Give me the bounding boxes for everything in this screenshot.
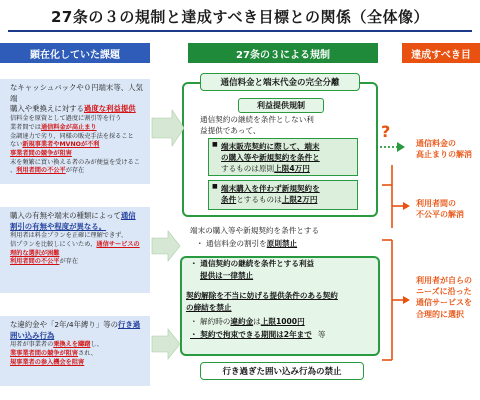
issue2-line1-a: 購入の有無や端末の種類によって xyxy=(10,211,121,220)
issue1-line4-a: 業者間では xyxy=(10,123,41,131)
arrow-issue2 xyxy=(152,231,180,261)
issue1-line2-a: 購入や乗換えに対する xyxy=(10,104,84,114)
benefit-regulation-title: 利益提供規制 xyxy=(238,98,324,113)
goal2-line1: 利用者間の xyxy=(416,199,456,208)
question-mark: ? xyxy=(381,122,391,141)
benefit-regulation-desc-1: 通信契約の継続を条件としない利 xyxy=(200,115,314,124)
issue1-line8: 末を頻繁に買い換える者のみが便益を受けるこ xyxy=(10,158,140,166)
arrow-to-goal2-head xyxy=(403,202,410,210)
penalty-cap-c: は xyxy=(253,317,261,326)
penalty-cap-1000: 上限1000円 xyxy=(260,317,305,326)
issue3-line4-a: 業事業者間の競争が阻害 xyxy=(10,350,79,358)
no-device-cap-20k: 上限2万円 xyxy=(281,195,318,204)
issue1-line6-b: 新規事業者やMVNOが不利 xyxy=(22,141,100,149)
no-device-line2-a: 条件 xyxy=(221,195,237,204)
cancellation-ban-line2: の締結を禁止 xyxy=(186,303,232,312)
penalty-cap-b: 違約金 xyxy=(230,317,254,326)
issue3-line1-b: 行き過 xyxy=(117,320,141,329)
issue2-line2: 割引の有無や程度が異なる。 xyxy=(10,221,107,231)
header-issues: 顕在化していた課題 xyxy=(0,43,150,63)
issue1-line9-c: が存在 xyxy=(65,167,85,175)
arrow-issue3 xyxy=(152,329,180,359)
goal-rational-choice xyxy=(416,275,472,320)
issue2-line6-b: が存在 xyxy=(59,258,79,266)
issue2-line6-a: 利用者間の不公平 xyxy=(10,258,60,266)
goal-price-reduction xyxy=(416,138,472,160)
device-sale-cap-40k: 上限4万円 xyxy=(274,164,310,173)
goal1-line2: 高止まりの解消 xyxy=(416,150,472,160)
issue3-line1-a: な違約金や「2年/4年縛り」等の xyxy=(10,320,118,329)
goal3-line3: 通信サービスを xyxy=(416,298,472,308)
binding-period-etc: 等 xyxy=(317,330,326,339)
arrow-to-goal3-head xyxy=(403,296,410,304)
issue1-line2-b: 過度な利益提供 xyxy=(83,104,136,114)
device-sale-line3-a: するものは原則 xyxy=(221,164,275,173)
header-regulations: 27条の３による規制 xyxy=(188,43,378,63)
issue1-line7: 事業者間の競争が阻害 xyxy=(10,149,72,157)
issue3-line5: 規事業者の参入機会を阻害 xyxy=(10,358,85,366)
issue1-line5: 金調達力で劣り、同様の販売手法を採ること xyxy=(10,132,134,140)
cancellation-ban-line1: 契約解除を不当に妨げる提供条件のある契約 xyxy=(186,291,338,300)
issue1-line4-b: 通信料金が高止まり xyxy=(40,123,97,131)
goal2-line2: 不公平の解消 xyxy=(416,210,464,220)
arrow-to-goal1-head xyxy=(397,142,405,152)
issue1-line3: 信料金を原資として過度に割引等を行う xyxy=(10,115,122,123)
header-goals: 達成すべき目 xyxy=(402,43,480,63)
binding-period-2y: 2年まで xyxy=(283,330,312,339)
device-sale-line2: の購入等や新規契約を条件と xyxy=(221,153,320,162)
excessive-lock-in-ban-pill: 行き過ぎた囲い込み行為の禁止 xyxy=(200,362,364,380)
full-separation-pill: 通信料金と端末代金の完全分離 xyxy=(200,73,360,91)
goal3-line2: ニーズに沿った xyxy=(416,287,472,297)
discount-ban-b: 原則禁止 xyxy=(266,239,298,248)
goal1-line1: 通信料金の xyxy=(416,139,456,148)
issue1-line6-a: ない xyxy=(10,141,23,149)
issue3-line3-b: 乗換えを躊躇 xyxy=(53,341,91,349)
discount-ban-a: ・ 通信料金の割引を xyxy=(196,239,267,248)
device-condition-desc: 端末の購入等や新規契約を条件とする xyxy=(190,226,320,235)
page-title: 27条の３の規制と達成すべき目標との関係（全体像） xyxy=(50,8,430,26)
binding-period-a: ・ 契約で拘束できる期間は xyxy=(190,330,284,339)
goal3-line4: 合理的に選択 xyxy=(416,309,464,319)
issue3-line2: 囲い込み行為 xyxy=(10,330,55,340)
issue2-line1-b: 通信 xyxy=(120,211,136,220)
device-sale-line1: ■ 端末販売契約に際して、端末 xyxy=(221,142,320,151)
issue2-line4-a: 信プランを比較しにくいため、 xyxy=(10,241,97,249)
issue1-line9-b: 利用者間の不公平 xyxy=(16,167,66,175)
issue1-line1: なキャッシュバックや０円端末等、人気端 xyxy=(10,83,143,103)
goal3-line1: 利用者が自らの xyxy=(416,276,472,285)
goal-fairness xyxy=(416,198,464,220)
continuation-ban-line1: ・ 通信契約の継続を条件とする利益 xyxy=(190,259,315,268)
issue3-line4-b: され、 xyxy=(78,350,97,358)
penalty-cap-a: ・ 解約時の xyxy=(190,317,231,326)
issue2-line5: 理的な選択が困難 xyxy=(10,249,60,257)
arrow-issue1 xyxy=(152,110,184,146)
issue1-line9-a: 、 xyxy=(10,167,17,175)
issue2-line4-b: 通信サービスの xyxy=(96,241,140,249)
issue3-line3-c: し、 xyxy=(90,341,103,349)
issue2-line3: 利用者は料金プランを正確に理解できず、 xyxy=(10,232,128,240)
issue3-line3-a: 用者が事業者の xyxy=(10,341,54,349)
no-device-line1: ■ 端末購入を伴わず新規契約を xyxy=(221,184,320,193)
benefit-regulation-desc-2: 益提供であって、 xyxy=(200,126,261,135)
continuation-ban-line2-a: 提供は xyxy=(200,271,223,280)
no-device-line2-b: とするものは xyxy=(236,195,282,204)
continuation-ban-line2-b: 一律禁止 xyxy=(222,271,254,280)
